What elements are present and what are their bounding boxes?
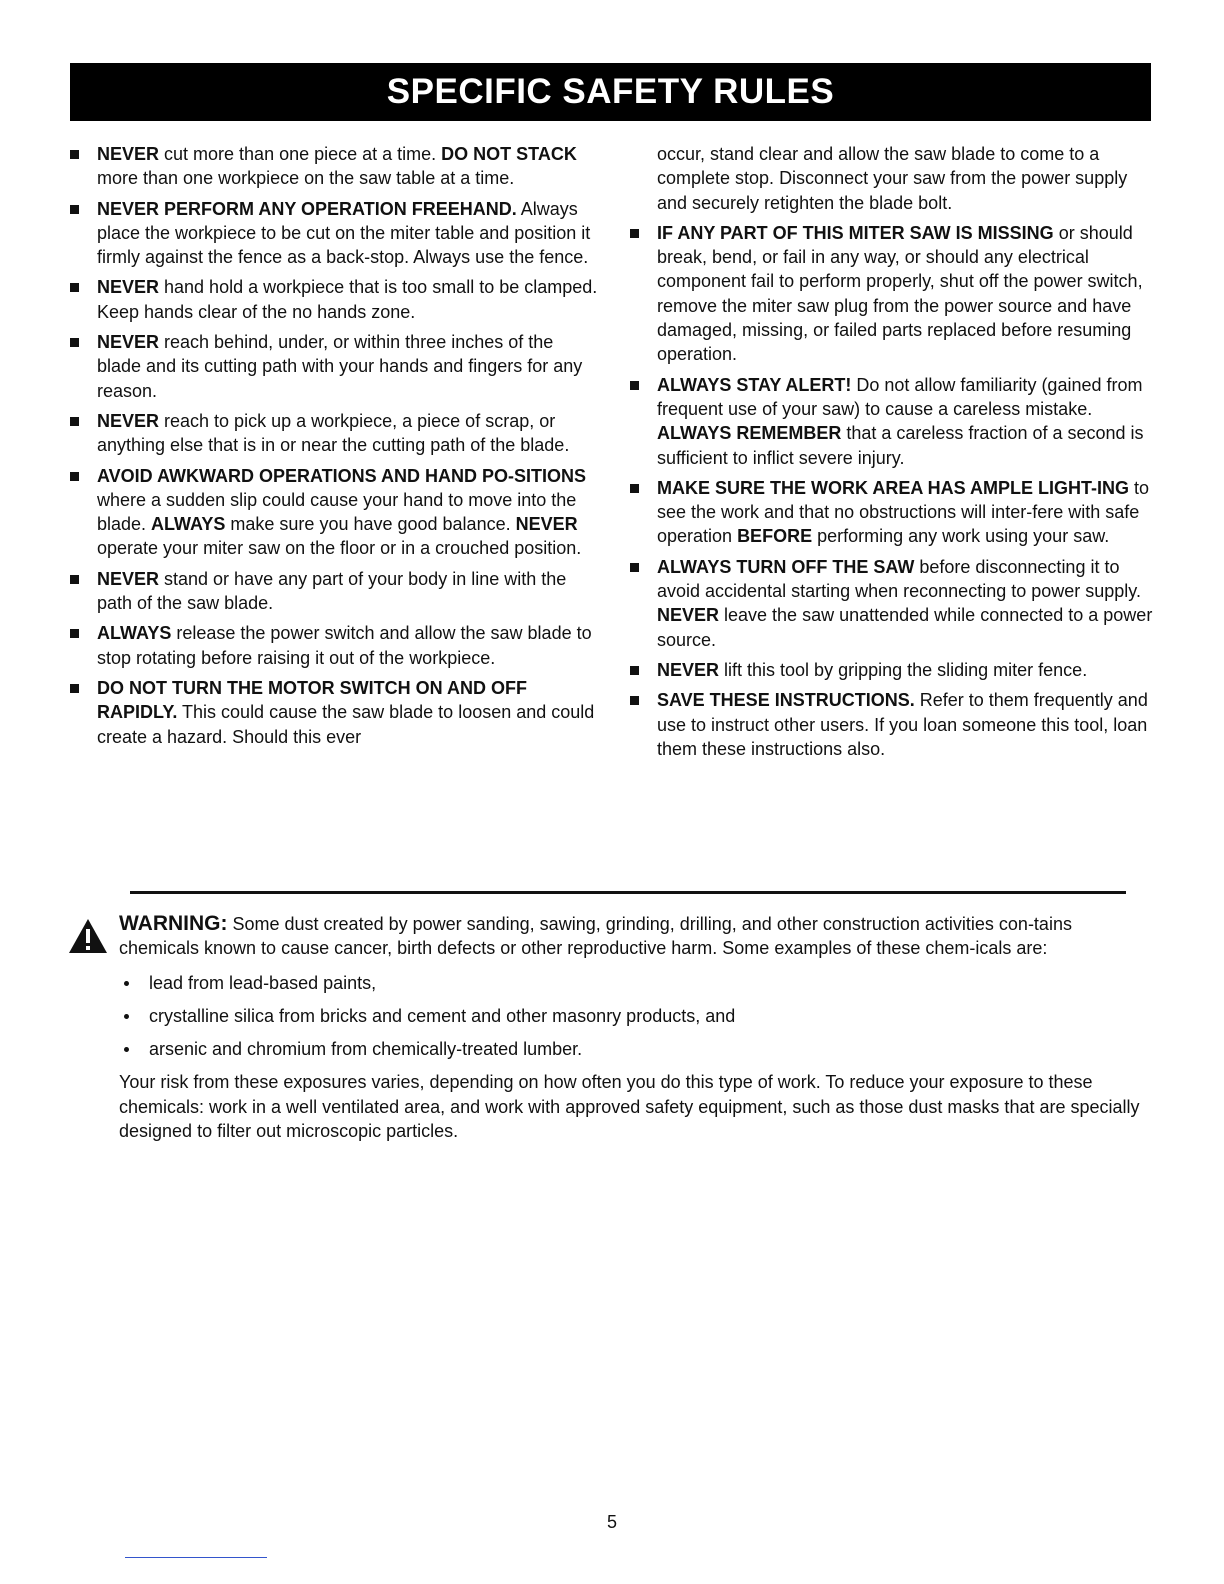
- square-bullet-icon: [630, 381, 639, 390]
- list-item: [119, 971, 1148, 995]
- safety-rule: [70, 330, 600, 403]
- bullet-dot-icon: [124, 1014, 129, 1019]
- right-column: [630, 142, 1160, 767]
- square-bullet-icon: [70, 629, 79, 638]
- rule-emphasis: ALWAYS REMEMBER: [657, 423, 842, 444]
- rule-emphasis: ALWAYS TURN OFF THE SAW: [657, 556, 915, 577]
- square-bullet-icon: [70, 417, 79, 426]
- square-bullet-icon: [70, 575, 79, 584]
- warning-text: Some dust created by power sanding, sawing, grinding, drilling, and other construction activities con-tains chemicals known to cause cancer, birth defects or other reproductive harm. Some examples of these chem-icals are:: [119, 914, 1072, 959]
- rule-emphasis: ALWAYS: [97, 623, 172, 644]
- rule-text: Do not allow familiarity (gained from frequent use of your saw) to cause a careless mistake.: [657, 374, 1143, 419]
- safety-rule: [630, 658, 1160, 682]
- safety-rule: [630, 688, 1160, 761]
- rule-text: performing any work using your saw.: [812, 526, 1110, 547]
- safety-rule: [70, 567, 600, 616]
- rule-text: cut more than one piece at a time.: [159, 144, 442, 164]
- section-title-banner: [70, 63, 1151, 121]
- rule-text: or should break, bend, or fail in any way, or should any electrical component fail to perform properly, shut off the power switch, remove the miter saw plug from the power source and have damaged, missing, or failed parts replaced before resuming operation.: [657, 222, 1143, 365]
- rule-text: lift this tool by gripping the sliding miter fence.: [719, 659, 1088, 680]
- list-item: [119, 1037, 1148, 1061]
- rule-emphasis: NEVER: [515, 514, 578, 535]
- warning-bullet-list: [68, 971, 1148, 1062]
- safety-rule: [70, 621, 600, 670]
- list-item-text: lead from lead-based paints,: [149, 972, 377, 993]
- square-bullet-icon: [70, 338, 79, 347]
- rule-text: more than one workpiece on the saw table at a time.: [97, 168, 515, 189]
- safety-rule: [70, 409, 600, 458]
- rule-emphasis: NEVER: [97, 568, 160, 589]
- right-rules-list: [630, 221, 1160, 761]
- rule-emphasis: DO NOT STACK: [441, 144, 577, 164]
- left-rules-list: [70, 142, 600, 749]
- rule-text: where a sudden slip could cause your hand to move into the blade.: [97, 489, 577, 535]
- rule-text: make sure you have good balance.: [225, 514, 516, 535]
- list-item-text: crystalline silica from bricks and cement and other masonry products, and: [149, 1005, 736, 1026]
- rule-emphasis: IF ANY PART OF THIS MITER SAW IS MISSING: [657, 222, 1054, 243]
- rule-emphasis: ALWAYS STAY ALERT!: [657, 374, 852, 395]
- rule-emphasis: NEVER: [657, 659, 720, 680]
- safety-rule: [630, 476, 1160, 549]
- safety-rule: [70, 197, 600, 270]
- rule-emphasis: BEFORE: [737, 526, 813, 547]
- rule-emphasis: NEVER: [657, 605, 720, 626]
- square-bullet-icon: [70, 150, 79, 159]
- square-bullet-icon: [630, 696, 639, 705]
- rule-emphasis: SAVE THESE INSTRUCTIONS.: [657, 690, 915, 711]
- warning-label: WARNING:: [119, 912, 228, 935]
- footer-link-line: [125, 1557, 267, 1558]
- square-bullet-icon: [630, 563, 639, 572]
- rule-emphasis: MAKE SURE THE WORK AREA HAS AMPLE LIGHT-ING: [657, 477, 1129, 498]
- rule-emphasis: NEVER: [97, 410, 160, 431]
- safety-rule: [70, 676, 600, 749]
- rule-continuation: [630, 142, 1160, 215]
- rule-emphasis: ALWAYS: [151, 514, 226, 535]
- list-item: [119, 1004, 1148, 1028]
- rule-text: leave the saw unattended while connected to a power source.: [657, 605, 1153, 650]
- rule-emphasis: AVOID AWKWARD OPERATIONS AND HAND PO-SITIONS: [97, 465, 587, 486]
- warning-triangle-icon: [68, 918, 108, 954]
- warning-intro: [68, 912, 1148, 961]
- rule-text: to see the work and that no obstructions will inter-fere with safe operation: [657, 477, 1150, 547]
- left-column: [70, 142, 600, 755]
- rule-continuation-text: occur, stand clear and allow the saw blade to come to a complete stop. Disconnect your saw from the power supply and securely retighten the blade bolt.: [657, 144, 1128, 213]
- rule-emphasis: DO NOT TURN THE MOTOR SWITCH ON AND OFF RAPIDLY.: [97, 677, 527, 723]
- rule-emphasis: NEVER: [97, 144, 160, 164]
- rule-text: reach to pick up a workpiece, a piece of scrap, or anything else that is in or near the cutting path of the blade.: [97, 410, 570, 456]
- safety-rule: [70, 142, 600, 191]
- rule-text: Always place the workpiece to be cut on the miter table and position it firmly against the fence as a back-stop. Always use the fence.: [97, 198, 591, 268]
- square-bullet-icon: [630, 484, 639, 493]
- bullet-dot-icon: [124, 981, 129, 986]
- rule-text: operate your miter saw on the floor or in a crouched position.: [97, 538, 582, 559]
- rule-text: hand hold a workpiece that is too small to be clamped. Keep hands clear of the no hands zone.: [97, 277, 598, 322]
- rule-text: release the power switch and allow the saw blade to stop rotating before raising it out of the workpiece.: [97, 623, 592, 668]
- rule-text: This could cause the saw blade to loosen and could create a hazard. Should this ever: [97, 702, 595, 747]
- page-number: 5: [606, 1512, 617, 1532]
- safety-rule: [70, 464, 600, 561]
- bullet-dot-icon: [124, 1047, 129, 1052]
- rule-text: that a careless fraction of a second is sufficient to inflict severe injury.: [657, 423, 1144, 468]
- safety-rule: [630, 555, 1160, 652]
- square-bullet-icon: [70, 684, 79, 693]
- exposure-paragraph: Your risk from these exposures varies, depending on how often you do this type of work. To reduce your exposure to these chemicals: work in a well ventilated area, and work with approved safety equipment, such as those dust masks that are specially designed to filter out microscopic particles.: [119, 1072, 1140, 1142]
- safety-rule: [70, 275, 600, 324]
- section-divider: [130, 891, 1126, 894]
- safety-rule: [630, 221, 1160, 367]
- square-bullet-icon: [630, 229, 639, 238]
- rule-emphasis: NEVER: [97, 332, 160, 353]
- rule-text: Refer to them frequently and use to instruct other users. If you loan someone this tool, loan them these instructions also.: [657, 690, 1148, 759]
- section-title: SPECIFIC SAFETY RULES: [386, 72, 835, 111]
- square-bullet-icon: [630, 666, 639, 675]
- list-item-text: arsenic and chromium from chemically-treated lumber.: [149, 1039, 583, 1060]
- rule-text: stand or have any part of your body in line with the path of the saw blade.: [97, 568, 567, 614]
- square-bullet-icon: [70, 283, 79, 292]
- safety-rule: [630, 373, 1160, 470]
- warning-block: [68, 912, 1148, 1143]
- rule-emphasis: NEVER: [97, 277, 160, 298]
- square-bullet-icon: [70, 205, 79, 214]
- rule-text: reach behind, under, or within three inches of the blade and its cutting path with your hands and fingers for any reason.: [97, 332, 583, 401]
- rule-text: before disconnecting it to avoid accidental starting when reconnecting to power supply.: [657, 556, 1141, 602]
- square-bullet-icon: [70, 472, 79, 481]
- rule-emphasis: NEVER PERFORM ANY OPERATION FREEHAND.: [97, 198, 517, 219]
